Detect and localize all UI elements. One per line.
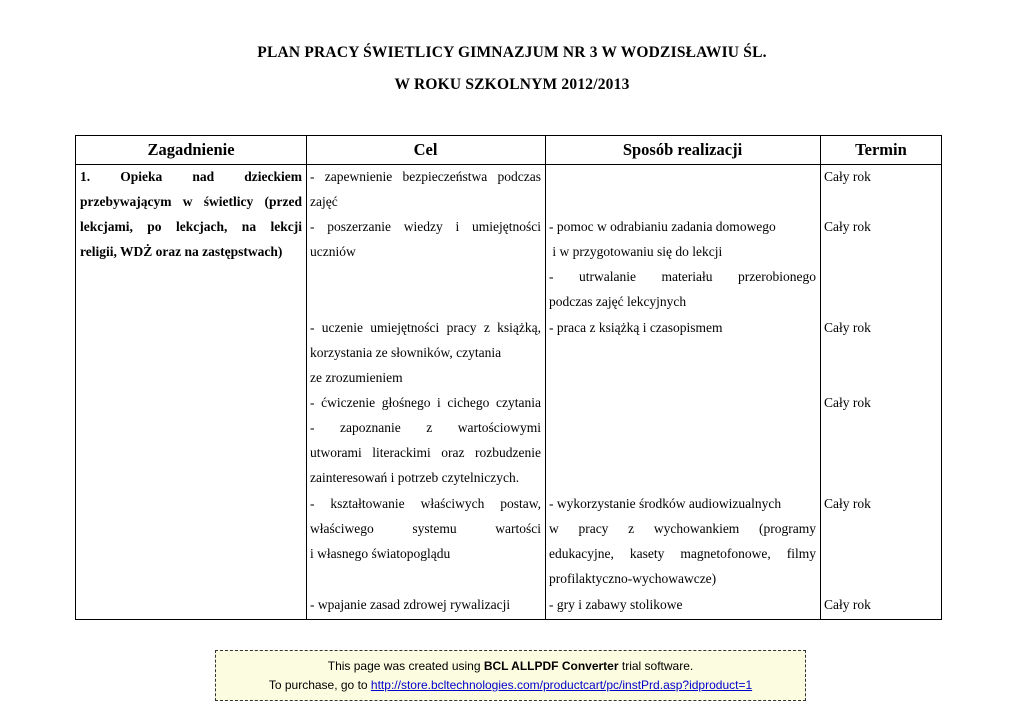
cel-line: zainteresowań i potrzeb czytelniczych.	[310, 470, 520, 485]
termin-cell: Cały rok	[824, 169, 871, 184]
banner-line-2	[216, 677, 805, 693]
banner-purchase-text: To purchase, go to	[268, 678, 371, 692]
zagadnienie-line: przebywającym w świetlicy (przed	[80, 194, 302, 209]
zagadnienie-line: lekcjami, po lekcjach, na lekcji	[80, 219, 302, 234]
cel-line: korzystania ze słowników, czytania	[310, 345, 502, 360]
banner-product-name: BCL ALLPDF Converter	[483, 659, 619, 673]
column-divider	[545, 136, 546, 619]
document-title: PLAN PRACY ŚWIETLICY GIMNAZJUM NR 3 W WODZISŁAWIU ŚL.	[257, 44, 767, 61]
cel-line: - uczenie umiejętności pracy z książką,	[310, 320, 541, 335]
sposob-line: edukacyjne, kasety magnetofonowe, filmy	[549, 546, 816, 561]
banner-prefix: This page was created using	[327, 659, 484, 673]
cel-line: utworami literackimi oraz rozbudzenie	[310, 445, 541, 460]
column-divider	[306, 136, 307, 619]
header-zagadnienie: Zagadnienie	[147, 140, 235, 159]
termin-cell: Cały rok	[824, 597, 871, 612]
sposob-line: w pracy z wychowankiem (programy	[549, 521, 816, 536]
plan-table	[75, 135, 942, 620]
header-cel: Cel	[413, 140, 438, 159]
column-divider	[820, 136, 821, 619]
cel-line: - poszerzanie wiedzy i umiejętności	[310, 219, 541, 234]
cel-line: ze zrozumieniem	[310, 370, 403, 385]
sposob-line: - praca z książką i czasopismem	[549, 320, 723, 335]
termin-cell: Cały rok	[824, 219, 871, 234]
sposob-line: podczas zajęć lekcyjnych	[549, 294, 687, 309]
sposob-line: - pomoc w odrabianiu zadania domowego	[549, 219, 776, 234]
cel-line: - ćwiczenie głośnego i cichego czytania	[310, 395, 541, 410]
document-subtitle: W ROKU SZKOLNYM 2012/2013	[394, 76, 630, 93]
termin-cell: Cały rok	[824, 320, 871, 335]
cel-line: - zapewnienie bezpieczeństwa podczas	[310, 169, 541, 184]
zagadnienie-line: 1. Opieka nad dzieckiem	[80, 169, 302, 184]
zagadnienie-line: religii, WDŻ oraz na zastępstwach)	[80, 244, 283, 259]
cel-line: zajęć	[310, 194, 338, 209]
cel-line: uczniów	[310, 244, 356, 259]
sposob-line: - gry i zabawy stolikowe	[549, 597, 683, 612]
cel-line: i własnego światopoglądu	[310, 546, 451, 561]
termin-cell: Cały rok	[824, 496, 871, 511]
header-sposob: Sposób realizacji	[622, 140, 743, 159]
purchase-link[interactable]: http://store.bcltechnologies.com/productcart/pc/instPrd.asp?idproduct=1	[370, 678, 753, 692]
cel-line: - kształtowanie właściwych postaw,	[310, 496, 541, 511]
sposob-line: - wykorzystanie środków audiowizualnych	[549, 496, 782, 511]
sposob-line: - utrwalanie materiału przerobionego	[549, 269, 816, 284]
termin-cell: Cały rok	[824, 395, 871, 410]
trial-banner	[215, 650, 806, 701]
banner-line-1	[216, 658, 805, 674]
cel-line: właściwego systemu wartości	[310, 521, 541, 536]
header-termin: Termin	[855, 140, 907, 159]
cel-line: - wpajanie zasad zdrowej rywalizacji	[310, 597, 511, 612]
banner-suffix: trial software.	[618, 659, 694, 673]
sposob-line: profilaktyczno-wychowawcze)	[549, 571, 717, 586]
sposob-line: i w przygotowaniu się do lekcji	[549, 244, 723, 259]
cel-line: - zapoznanie z wartościowymi	[310, 420, 541, 435]
